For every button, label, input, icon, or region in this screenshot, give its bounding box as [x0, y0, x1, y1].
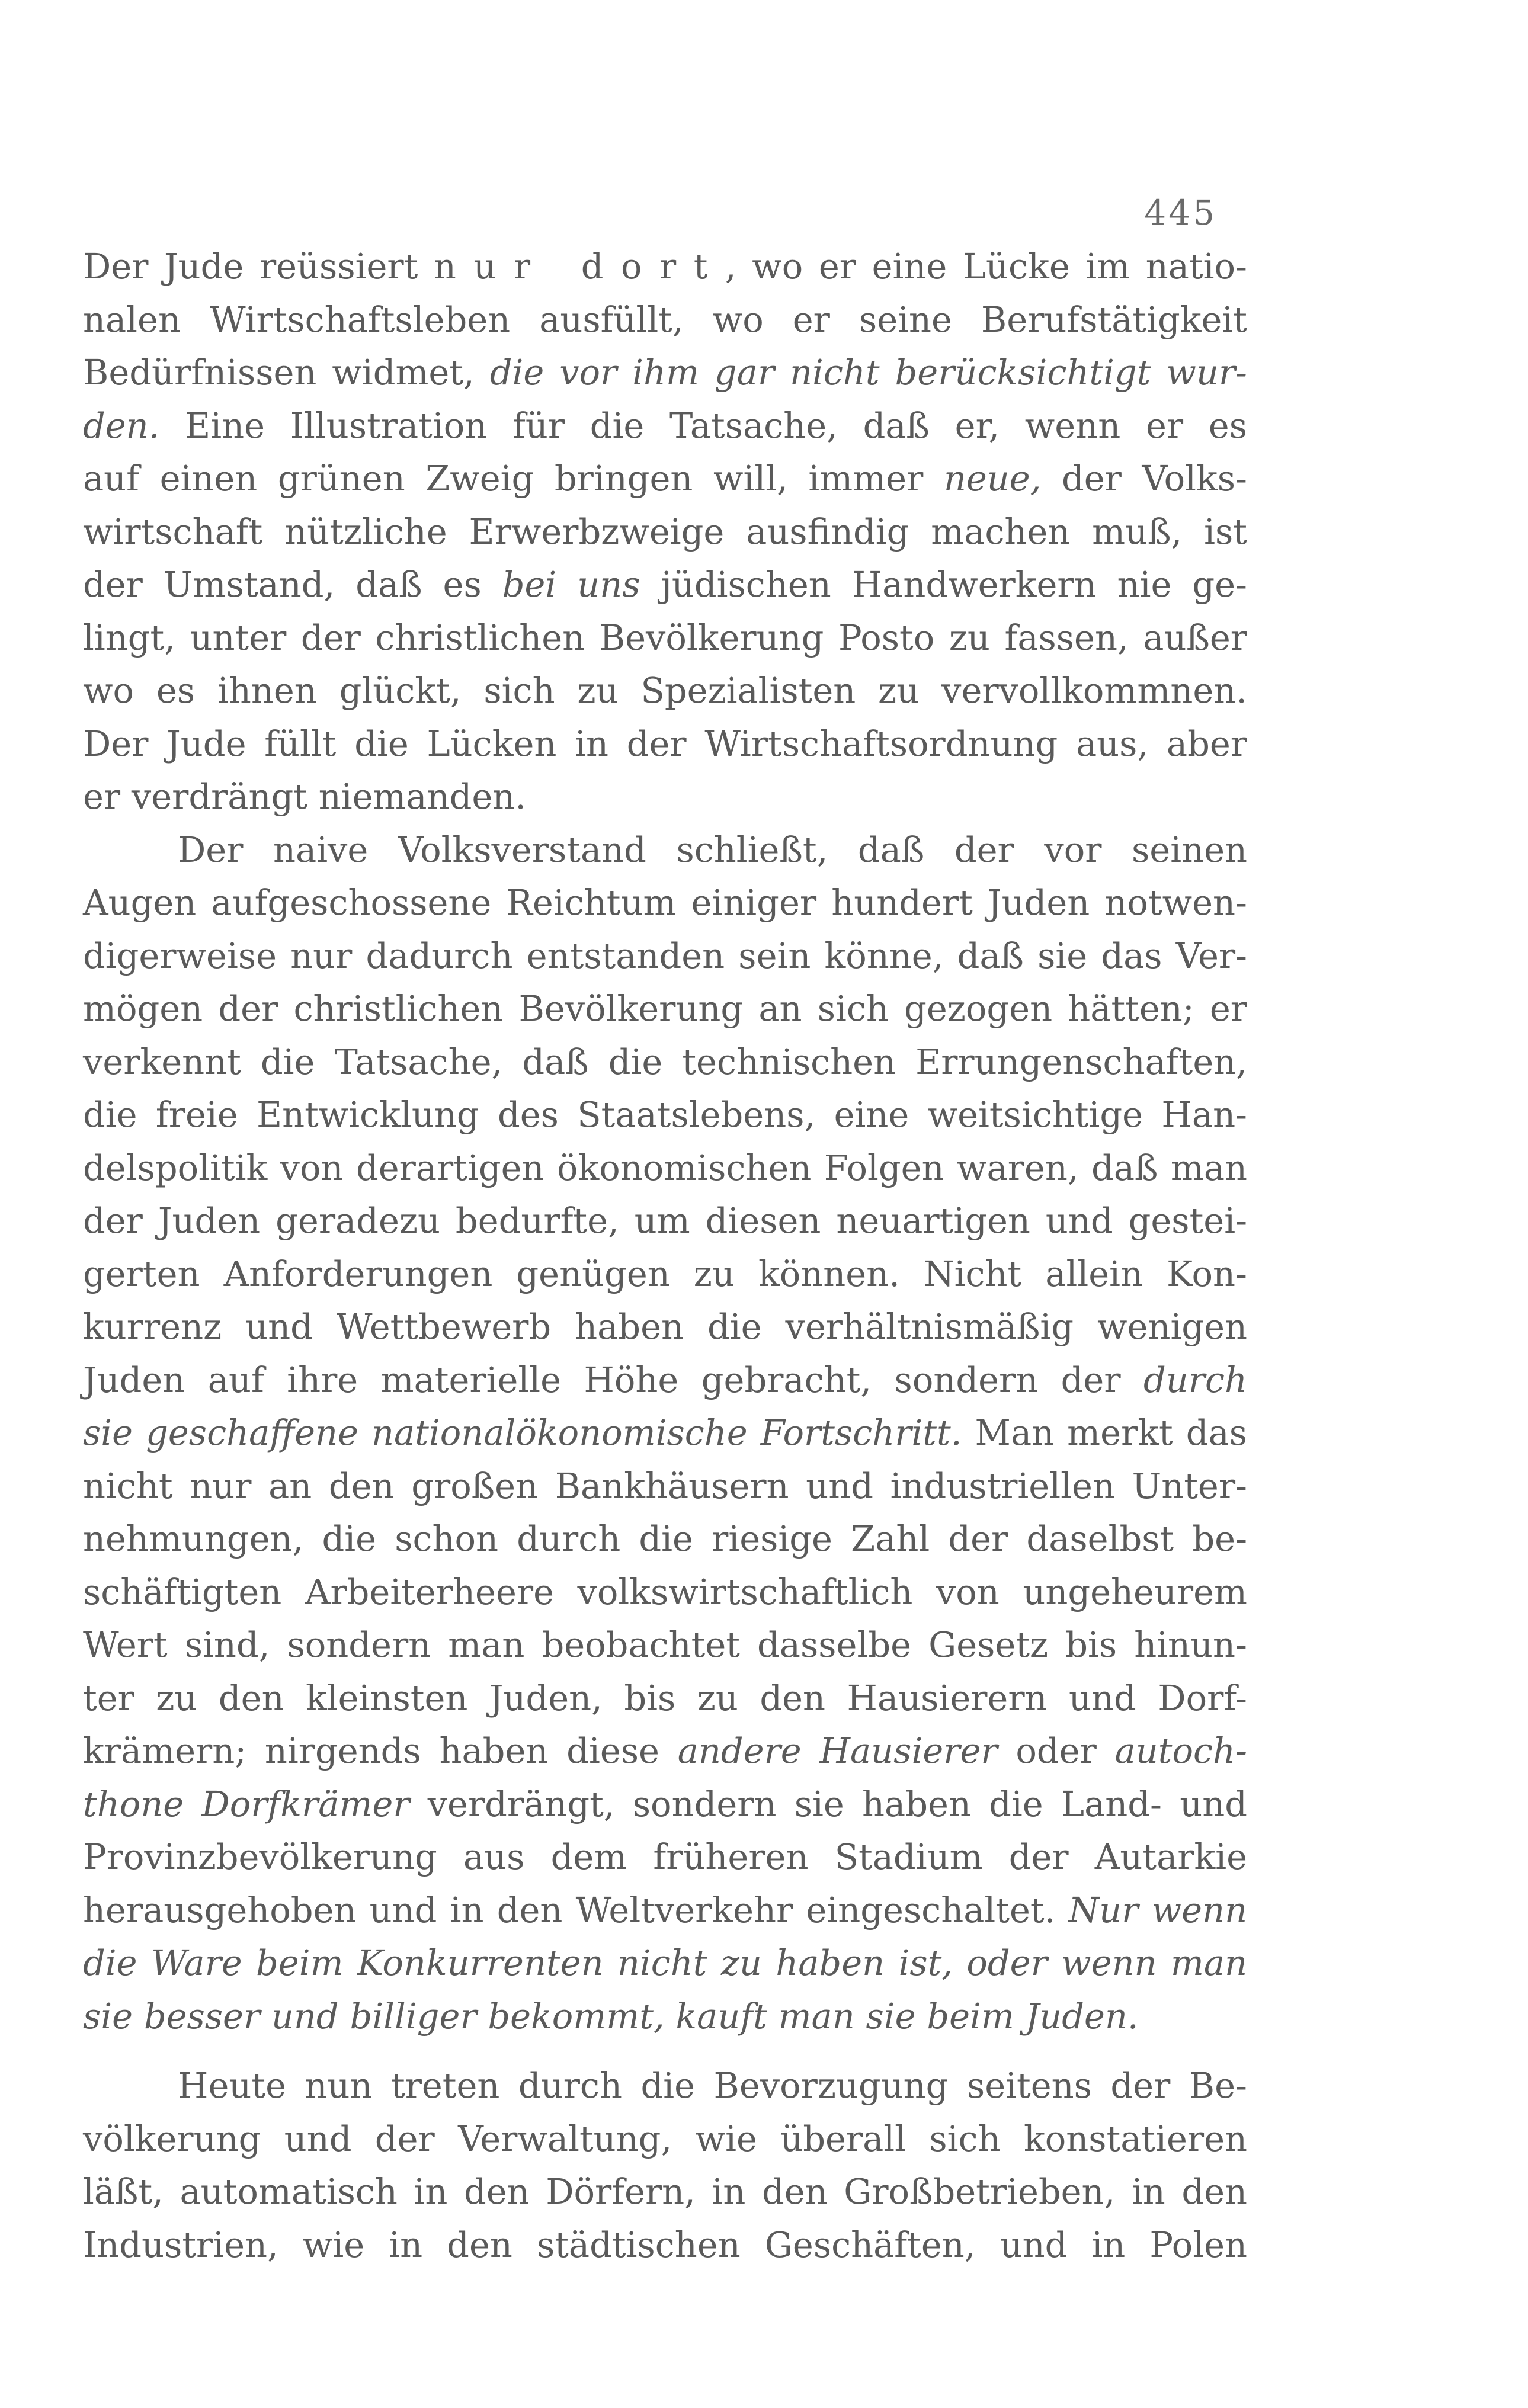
text-line — [83, 505, 1247, 559]
text-segment: , wo er eine Lücke im natio- — [725, 246, 1247, 287]
text-line — [83, 1724, 1247, 1778]
page-number: 445 — [1144, 193, 1217, 233]
text-segment: nicht nur an den großen Bankhäusern und industriellen Unter- — [83, 1465, 1247, 1506]
italic-text: thone Dorfkrämer — [83, 1783, 410, 1825]
text-line — [83, 929, 1247, 983]
text-line — [83, 240, 1247, 293]
italic-text: autoch- — [1114, 1730, 1247, 1771]
text-segment: Wert sind, sondern man beobachtet dasselbe Gesetz bis hinun- — [83, 1624, 1247, 1665]
text-segment: nalen Wirtschaftsleben ausfüllt, wo er seine Berufstätigkeit — [83, 299, 1247, 340]
text-segment: verdrängt, sondern sie haben die Land- und — [409, 1783, 1247, 1825]
text-line — [83, 2218, 1247, 2272]
body-text — [83, 240, 1247, 2271]
text-segment: schäftigten Arbeiterheere volkswirtschaftlich von ungeheurem — [83, 1571, 1247, 1612]
text-line — [83, 1142, 1247, 1195]
text-segment: verkennt die Tatsache, daß die technischen Errungenschaften, — [83, 1041, 1247, 1082]
italic-text: Nur wenn — [1068, 1889, 1247, 1931]
text-segment: auf einen grünen Zweig bringen will, immer — [83, 458, 944, 499]
text-line — [83, 1618, 1247, 1672]
text-segment: wo es ihnen glückt, sich zu Spezialisten zu vervollkommnen. — [83, 670, 1247, 711]
text-segment: Der Jude reüssiert — [83, 246, 434, 287]
text-segment: der Juden geradezu bedurfte, um diesen neuartigen und gestei- — [83, 1200, 1247, 1241]
text-line — [83, 1300, 1247, 1354]
spaced-text: nur dort — [433, 246, 725, 287]
text-line — [83, 293, 1247, 347]
text-line — [83, 1884, 1247, 1937]
text-line — [83, 1035, 1247, 1089]
text-line — [83, 717, 1247, 771]
italic-text: die Ware beim Konkurrenten nicht zu haben ist, oder wenn man — [83, 1942, 1247, 1983]
text-segment: gerten Anforderungen genügen zu können. Nicht allein Kon- — [83, 1253, 1247, 1294]
text-line — [83, 611, 1247, 665]
text-segment: jüdischen Handwerkern nie ge- — [640, 564, 1247, 605]
paragraph — [83, 2059, 1247, 2271]
text-segment: nehmungen, die schon durch die riesige Zahl der daselbst be- — [83, 1518, 1247, 1559]
text-line — [83, 558, 1247, 611]
text-segment: oder — [997, 1730, 1115, 1771]
text-segment: Der Jude füllt die Lücken in der Wirtschaftsordnung aus, aber — [83, 723, 1247, 764]
text-segment: die freie Entwicklung des Staatslebens, eine weitsichtige Han- — [83, 1094, 1247, 1135]
text-line — [83, 664, 1247, 717]
text-line — [83, 1936, 1247, 1990]
text-line — [83, 346, 1247, 399]
text-line — [83, 1672, 1247, 1725]
text-segment: Bedürfnissen widmet, — [83, 352, 490, 393]
text-line — [83, 876, 1247, 929]
text-segment: der Volks- — [1041, 458, 1247, 499]
text-segment: Augen aufgeschossene Reichtum einiger hundert Juden notwen- — [83, 882, 1247, 923]
text-line — [83, 1990, 1247, 2043]
italic-text: die vor ihm gar nicht berücksichtigt wur- — [489, 352, 1247, 393]
text-segment: herausgehoben und in den Weltverkehr eingeschaltet. — [83, 1889, 1069, 1931]
text-segment: delspolitik von derartigen ökonomischen Folgen waren, daß man — [83, 1147, 1247, 1188]
text-segment: kurrenz und Wettbewerb haben die verhältnismäßig wenigen — [83, 1306, 1247, 1347]
text-segment: mögen der christlichen Bevölkerung an sich gezogen hätten; er — [83, 988, 1247, 1029]
text-line — [83, 982, 1247, 1035]
italic-text: neue, — [943, 458, 1042, 499]
text-segment: Der naive Volksverstand schließt, daß der vor seinen — [178, 829, 1247, 870]
text-line — [83, 1194, 1247, 1248]
text-line — [83, 1248, 1247, 1301]
text-line — [83, 2165, 1247, 2218]
paragraph — [83, 823, 1247, 2043]
text-segment: Eine Illustration für die Tatsache, daß er, wenn er es — [159, 405, 1247, 446]
text-segment: ter zu den kleinsten Juden, bis zu den Hausierern und Dorf- — [83, 1677, 1247, 1718]
text-line — [83, 1566, 1247, 1619]
text-segment: Juden auf ihre materielle Höhe gebracht, sondern der — [83, 1359, 1143, 1400]
text-segment: Man merkt das — [962, 1412, 1247, 1453]
text-line — [83, 770, 1247, 823]
text-line — [83, 1088, 1247, 1142]
italic-text: den. — [83, 405, 160, 446]
text-line — [83, 1406, 1247, 1460]
text-line — [83, 1354, 1247, 1407]
italic-text: durch — [1143, 1359, 1247, 1400]
text-segment: Provinzbevölkerung aus dem früheren Stadium der Autarkie — [83, 1836, 1247, 1877]
text-segment: Industrien, wie in den städtischen Geschäften, und in Polen — [83, 2224, 1247, 2265]
text-line — [83, 1830, 1247, 1884]
text-line — [83, 823, 1247, 877]
text-line — [83, 452, 1247, 505]
text-line — [83, 2059, 1247, 2112]
text-segment: der Umstand, daß es — [83, 564, 502, 605]
text-segment: Heute nun treten durch die Bevorzugung seitens der Be- — [178, 2065, 1247, 2106]
text-segment: wirtschaft nützliche Erwerbzweige ausfindig machen muß, ist — [83, 511, 1247, 552]
text-segment: lingt, unter der christlichen Bevölkerung Posto zu fassen, außer — [83, 617, 1247, 658]
paragraph — [83, 240, 1247, 823]
italic-text: bei uns — [502, 564, 640, 605]
text-segment: läßt, automatisch in den Dörfern, in den Großbetrieben, in den — [83, 2171, 1247, 2212]
text-line — [83, 1778, 1247, 1831]
text-line — [83, 399, 1247, 453]
text-segment: er verdrängt niemanden. — [83, 776, 527, 817]
text-line — [83, 2112, 1247, 2166]
text-line — [83, 1512, 1247, 1566]
text-line — [83, 1460, 1247, 1513]
text-segment: digerweise nur dadurch entstanden sein könne, daß sie das Ver- — [83, 935, 1247, 976]
text-segment: krämern; nirgends haben diese — [83, 1730, 678, 1771]
italic-text: sie besser und billiger bekommt, kauft man sie beim Juden. — [83, 1995, 1139, 2037]
italic-text: sie geschaffene nationalökonomische Fortschritt. — [83, 1412, 962, 1453]
text-segment: völkerung und der Verwaltung, wie überall sich konstatieren — [83, 2118, 1247, 2159]
italic-text: andere Hausierer — [677, 1730, 998, 1771]
